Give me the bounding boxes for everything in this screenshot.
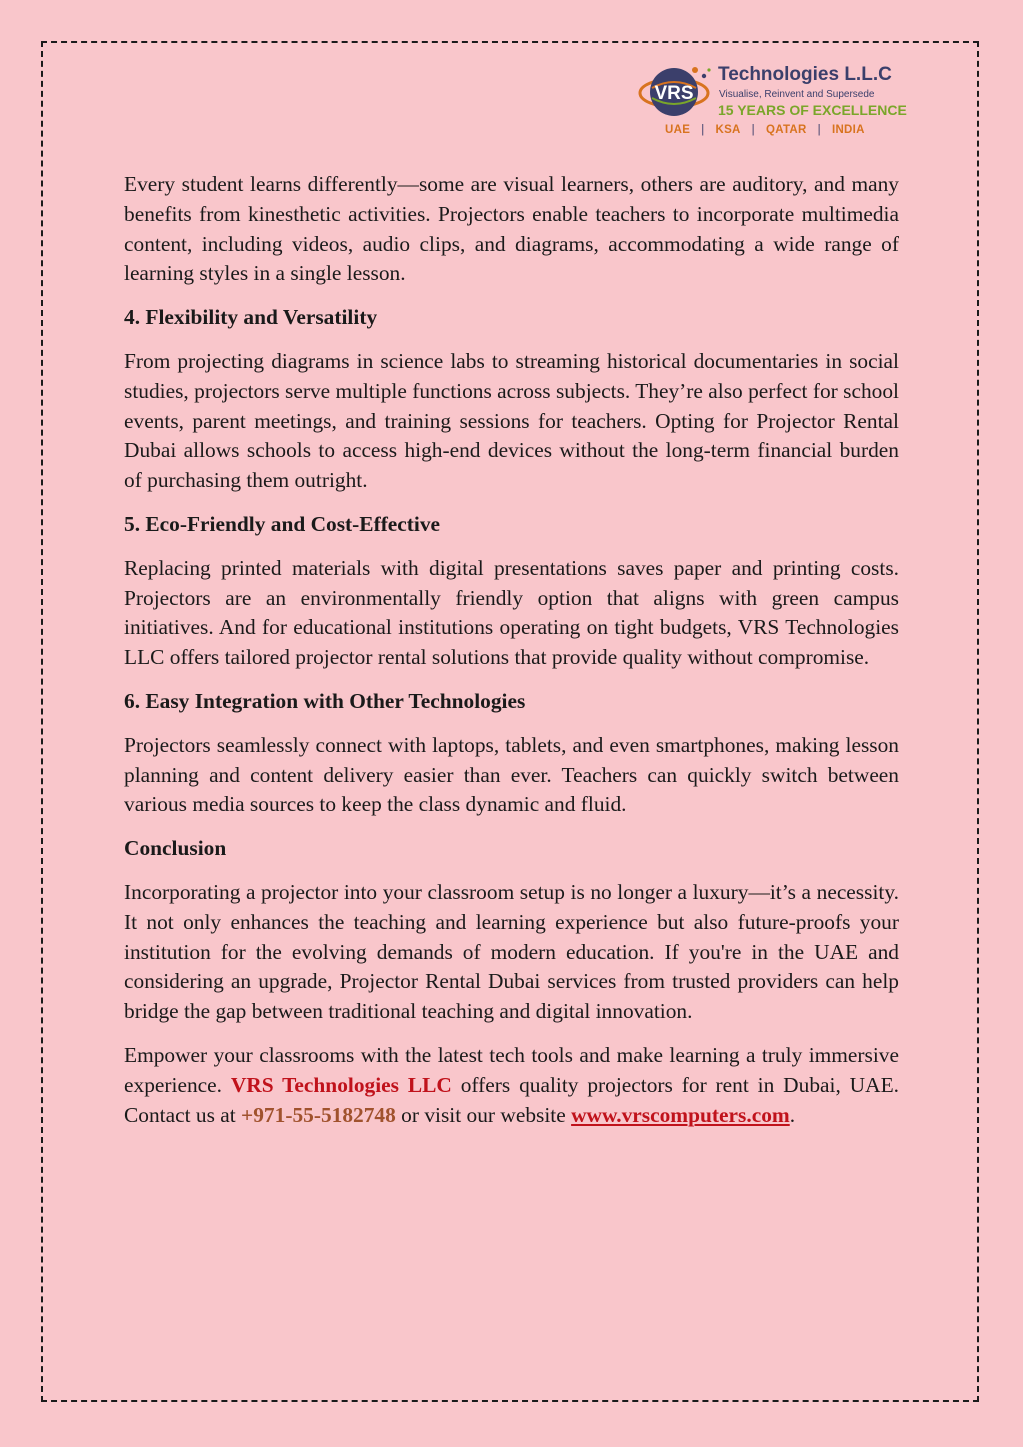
cta-text-2: offers quality projectors for rent in Dubai, UAE. Contact us at [124, 1072, 899, 1127]
cta-text-3: or visit our website [395, 1102, 572, 1127]
region-india: INDIA [831, 124, 865, 136]
svg-text:VRS: VRS [654, 83, 694, 104]
heading-flexibility: 4. Flexibility and Versatility [124, 305, 378, 330]
company-logo [638, 62, 907, 142]
region-uae: UAE [665, 124, 691, 136]
logo-years-badge: 15 YEARS OF EXCELLENCE [718, 102, 907, 118]
intro-paragraph: Every student learns differently—some are visual learners, others are auditory, and many benefits from kinesthetic activities. Projectors enable teachers to incorporate multimedia content, including videos, audio clips, and diagrams, accommodating a wide range of learning styles in a single lesson. [124, 172, 899, 286]
heading-conclusion: Conclusion [124, 836, 227, 861]
region-qatar: QATAR [765, 124, 807, 136]
paragraph-eco-friendly: Replacing printed materials with digital presentations saves paper and printing costs. Projectors are an environmentally friendly option that aligns with green campus initiatives. And for educational institutions operating on tight budgets, VRS Technologies LLC offers tailored projector rental solutions that provide quality without compromise. [124, 555, 899, 670]
call-to-action-paragraph [124, 1041, 899, 1130]
logo-regions: UAE | KSA | QATAR | INDIA [665, 124, 865, 136]
cta-text-1: Empower your classrooms with the latest tech tools and make learning a truly immersive experience. [124, 1042, 899, 1097]
heading-eco-friendly: 5. Eco-Friendly and Cost-Effective [124, 511, 441, 536]
paragraph-integration: Projectors seamlessly connect with laptops, tablets, and even smartphones, making lesson planning and content delivery easier than ever. Teachers can quickly switch between various media sources to keep the class dynamic and fluid. [124, 732, 899, 817]
paragraph-flexibility: From projecting diagrams in science labs to streaming historical documentaries in social studies, projectors serve multiple functions across subjects. They’re also perfect for school events, parent meetings, and training sessions for teachers. Opting for Projector Rental Dubai allows schools to access high-end devices without the long-term financial burden of purchasing them outright. [124, 348, 899, 493]
website-link[interactable]: www.vrscomputers.com [571, 1102, 790, 1127]
vrs-globe-icon [638, 62, 718, 124]
cta-end: . [789, 1102, 796, 1127]
region-ksa: KSA [715, 124, 741, 136]
phone-number[interactable]: +971-55-5182748 [241, 1102, 396, 1127]
brand-name-highlight: VRS Technologies LLC [230, 1072, 452, 1097]
paragraph-conclusion: Incorporating a projector into your classroom setup is no longer a luxury—it’s a necessity. It not only enhances the teaching and learning experience but also future-proofs your institution for the evolving demands of modern education. If you're in the UAE and considering an upgrade, Projector Rental Dubai services from trusted providers can help bridge the gap between traditional teaching and digital innovation. [124, 879, 899, 1024]
logo-tagline: Visualise, Reinvent and Supersede [719, 89, 875, 100]
article-body [124, 170, 899, 1144]
heading-integration: 6. Easy Integration with Other Technologies [124, 688, 526, 713]
logo-company-name: Technologies L.L.C [718, 64, 892, 85]
